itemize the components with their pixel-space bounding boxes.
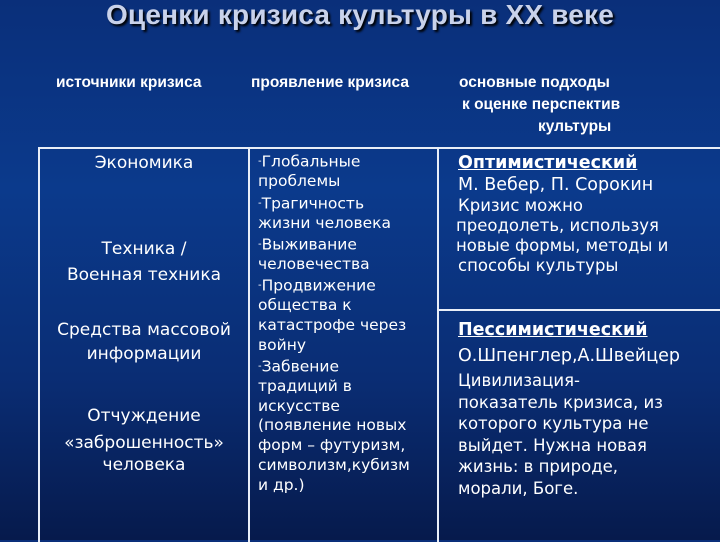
pessimistic-text-line: Цивилизация- [458, 371, 580, 391]
manifestation-text: человечества [258, 255, 370, 274]
source-media [40, 318, 248, 366]
source-media-line1: Средства массовой [57, 320, 231, 340]
crisis-table [38, 147, 720, 542]
manifestation-text: (появление новых [258, 416, 407, 435]
pessimistic-heading: Пессимистический [458, 320, 648, 340]
source-technology-line1: Техника / [101, 239, 187, 259]
optimistic-authors: М. Вебер, П. Сорокин [458, 175, 654, 196]
manifestation-text: общества к [258, 296, 352, 315]
manifestation-text: Глобальные [261, 152, 361, 171]
manifestation-text: Забвение [261, 357, 340, 375]
pessimistic-text-line: морали, Боге. [458, 478, 579, 498]
manifestation-text: Выживание [261, 235, 357, 254]
source-alienation-line1: Отчуждение [87, 406, 201, 426]
manifestation-text: искусстве [258, 396, 340, 415]
optimistic-text [458, 196, 720, 276]
approach-optimistic [458, 152, 720, 276]
approach-pessimistic [458, 319, 720, 499]
manifestation-item [258, 235, 436, 275]
header-approaches-line2: к оценке перспектив [462, 96, 621, 113]
manifestation-text: традиций в [258, 376, 352, 395]
bullet-dash: - [258, 360, 262, 372]
bullet-dash: - [258, 239, 262, 250]
manifestation-text: жизни человека [258, 214, 392, 233]
bullet-dash: - [258, 198, 262, 209]
manifestation-text: войну [258, 335, 306, 354]
pessimistic-text-line: жизнь: в природе, [458, 457, 619, 477]
source-economy-label: Экономика [94, 153, 194, 173]
optimistic-text-line: Кризис можно [458, 196, 584, 216]
optimistic-text-line: новые формы, методы и [456, 236, 669, 256]
source-technology [40, 236, 248, 288]
manifestation-item [258, 357, 436, 496]
header-manifestations: проявление кризиса [251, 74, 409, 91]
source-economy [40, 153, 248, 174]
source-technology-line2: Военная техника [66, 265, 222, 285]
source-alienation-line3: человека [102, 455, 186, 475]
manifestation-text: и др.) [258, 475, 305, 494]
optimistic-text-line: преодолеть, используя [456, 216, 659, 236]
manifestation-text: катастрофе через [258, 316, 407, 334]
bullet-dash: - [258, 156, 262, 167]
bullet-dash: - [258, 280, 262, 291]
pessimistic-authors: О.Шпенглер,А.Швейцер [458, 346, 681, 367]
manifestation-item [258, 194, 436, 234]
divider-col2 [437, 149, 439, 542]
pessimistic-text-line: выйдет. Нужна новая [458, 435, 647, 455]
source-alienation [40, 403, 248, 479]
column-headers [0, 72, 720, 142]
source-alienation-line2: «заброшенность» [64, 433, 224, 453]
page-title: Оценки кризиса культуры в XX веке [105, 0, 615, 30]
header-sources: источники кризиса [56, 74, 202, 91]
manifestation-text: Трагичность [261, 194, 365, 213]
manifestation-text: проблемы [258, 172, 341, 191]
divider-col1 [248, 149, 250, 542]
header-approaches-line1: основные подходы [459, 74, 610, 91]
manifestation-item [258, 152, 436, 192]
manifestations-list [258, 152, 436, 496]
manifestation-text: символизм,кубизм [258, 455, 410, 474]
divider-approaches [439, 309, 720, 311]
source-media-line2: информации [86, 344, 202, 364]
manifestation-text: форм – футуризм, [258, 436, 406, 455]
optimistic-heading: Оптимистический [458, 153, 638, 173]
pessimistic-text [458, 370, 720, 499]
optimistic-text-line: способы культуры [458, 256, 619, 276]
pessimistic-text-line: которого культура не [458, 414, 649, 434]
header-approaches [459, 72, 709, 138]
manifestation-text: Продвижение [261, 276, 376, 295]
pessimistic-text-line: показатель кризиса, из [458, 392, 663, 412]
manifestation-item [258, 276, 436, 356]
header-approaches-line3: культуры [538, 118, 612, 135]
